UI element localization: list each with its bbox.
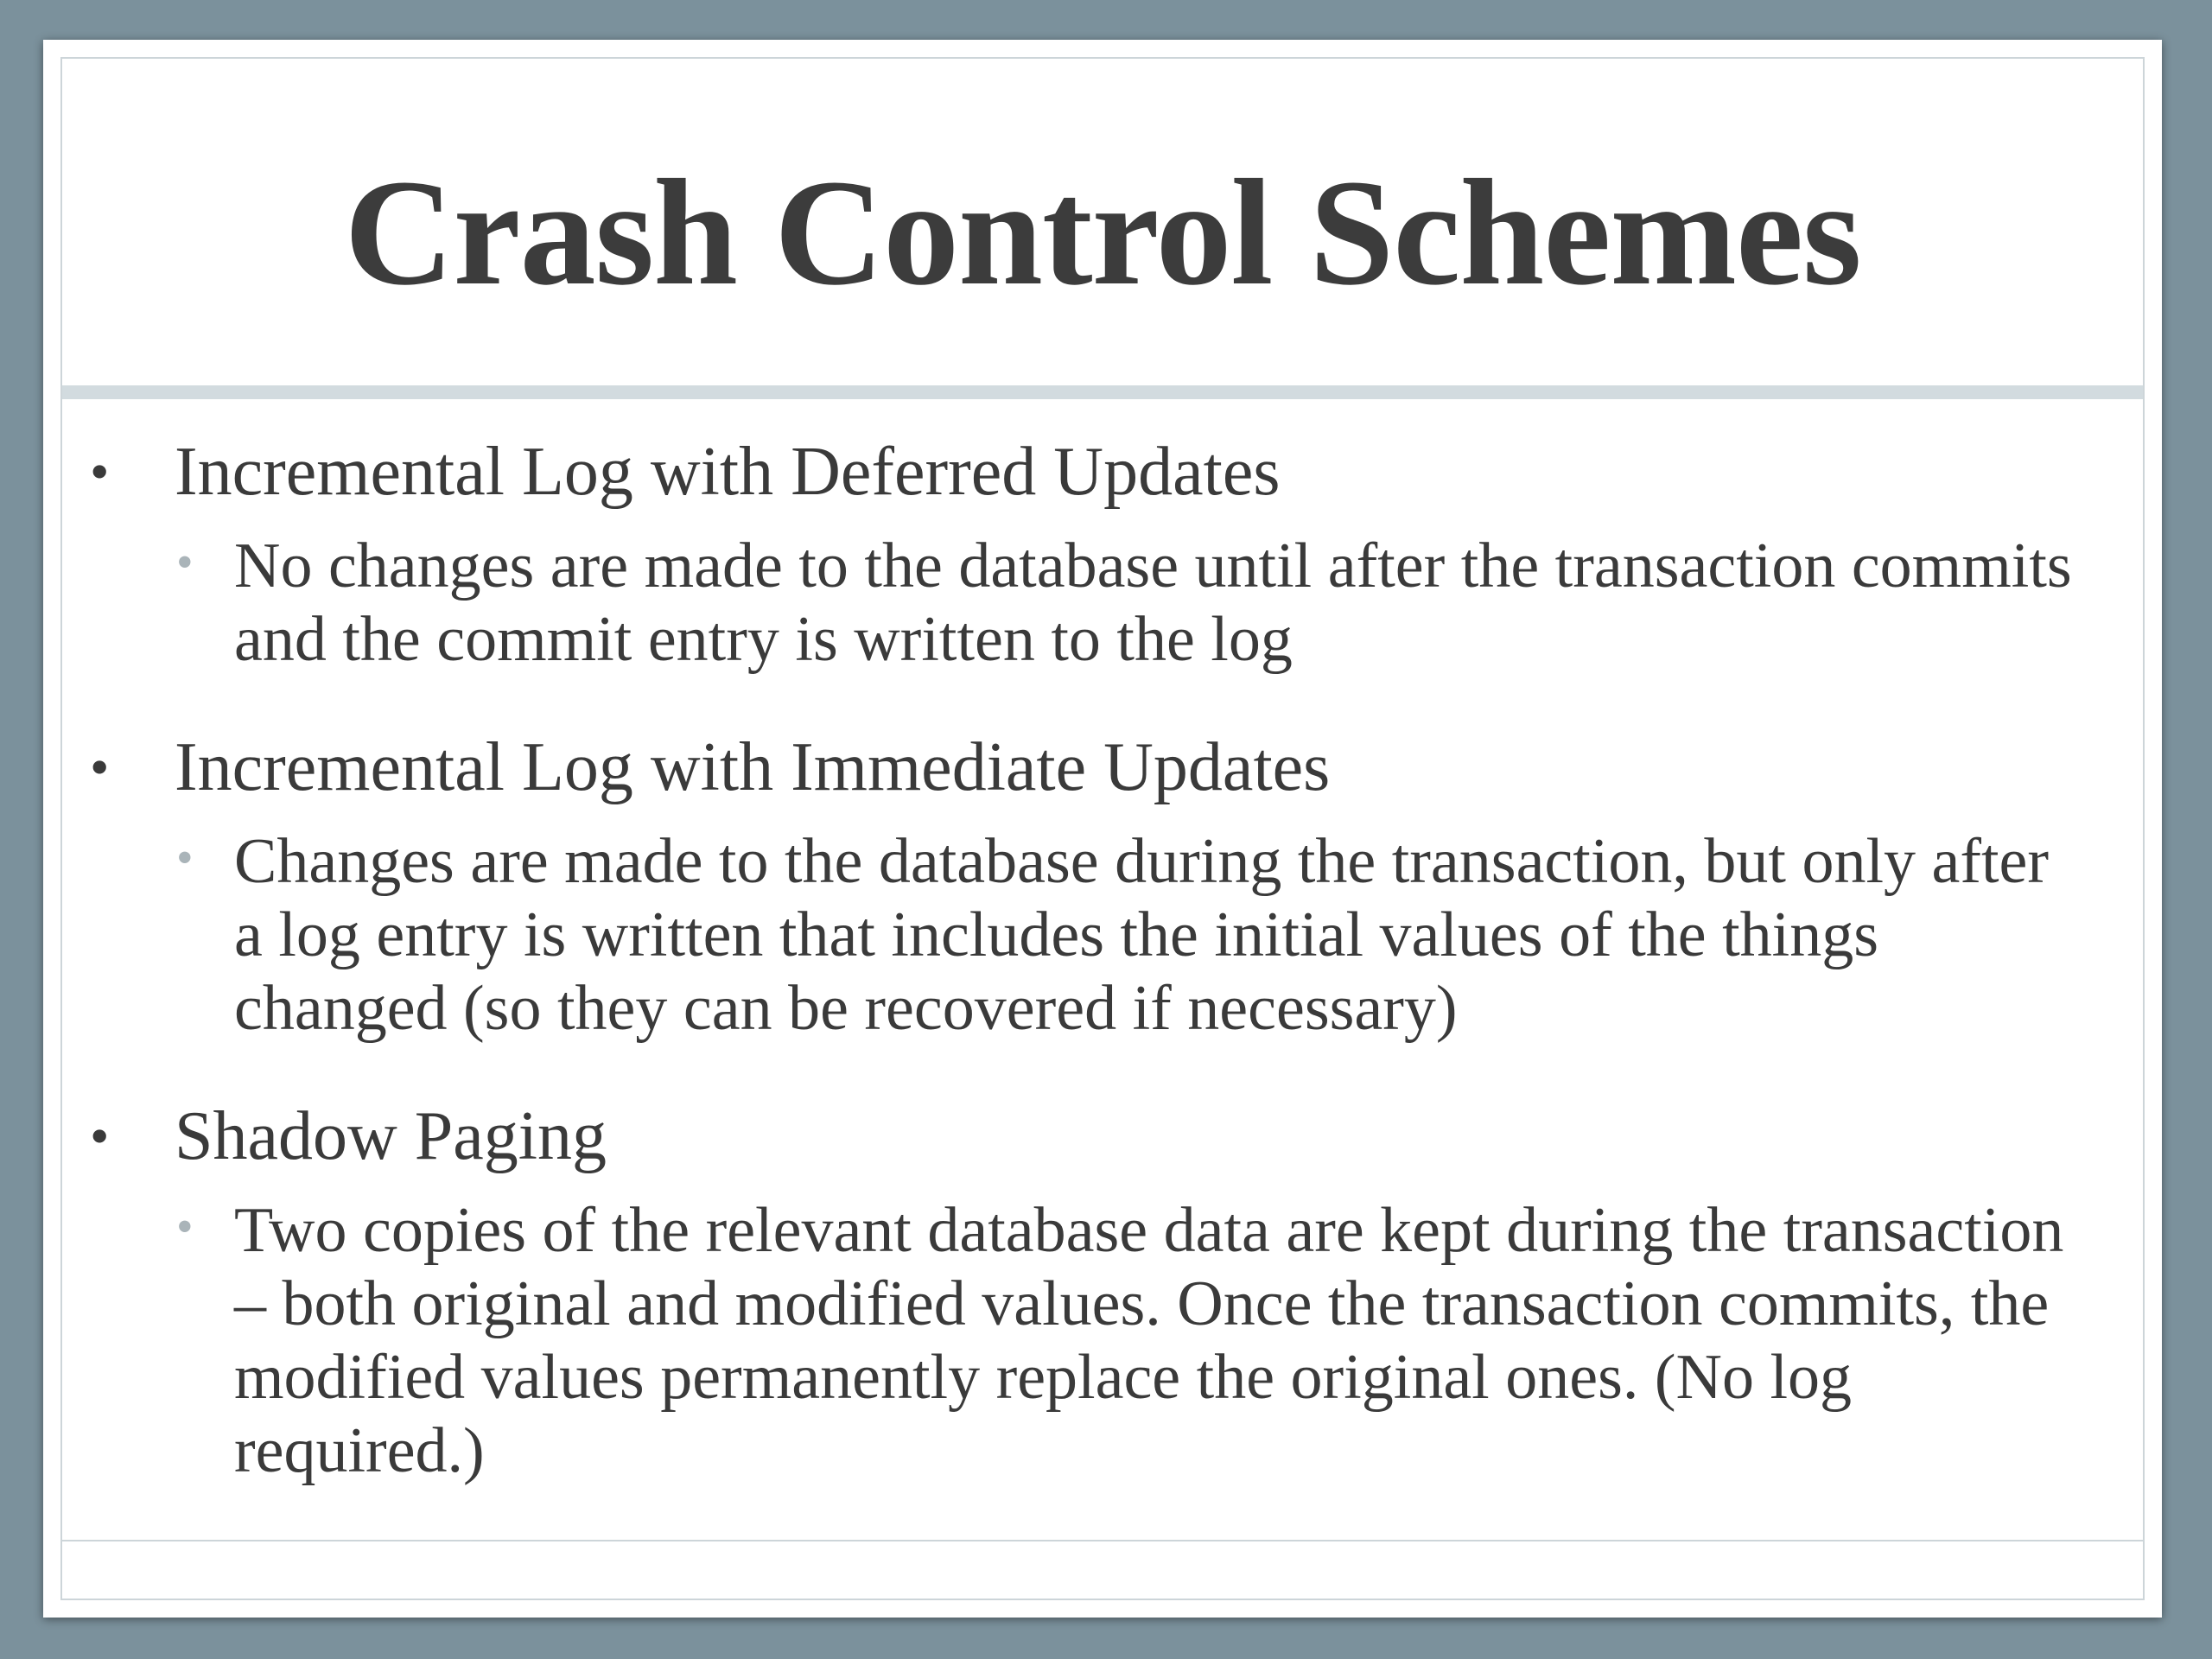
sub-bullet-text: Changes are made to the database during the transaction, but only after a log entry is written that includes the initial values of the things changed (so they can be recovered if necessary) xyxy=(234,826,2050,1044)
slide-content xyxy=(43,433,2162,1488)
sub-bullet-text: Two copies of the relevant database data are kept during the transaction – both original and modified values. Once the transaction commits, the modified values permanently replace the original ones. (No log required.) xyxy=(234,1195,2064,1486)
sub-bullet-item xyxy=(43,1194,2162,1488)
sub-bullet-marker: • xyxy=(176,536,194,589)
slide xyxy=(43,40,2162,1618)
bullet-text: Incremental Log with Immediate Updates xyxy=(175,729,1331,805)
bullet-text: Incremental Log with Deferred Updates xyxy=(175,434,1281,510)
title-area xyxy=(62,59,2143,422)
bullet-item xyxy=(43,1097,2162,1175)
sub-bullet-item xyxy=(43,530,2162,677)
sub-bullet-item xyxy=(43,825,2162,1046)
footer-divider xyxy=(62,1540,2143,1541)
bullet-item xyxy=(43,728,2162,806)
bullet-marker: • xyxy=(90,1105,110,1166)
sub-bullet-marker: • xyxy=(176,1200,194,1254)
sub-bullet-marker: • xyxy=(176,831,194,885)
title-divider xyxy=(62,385,2143,399)
sub-bullet-text: No changes are made to the database until after the transaction commits and the commit entry is written to the log xyxy=(234,531,2072,675)
bullet-marker: • xyxy=(90,441,110,502)
bullet-text: Shadow Paging xyxy=(175,1098,607,1174)
bullet-marker: • xyxy=(90,736,110,798)
slide-title: Crash Control Schemes xyxy=(344,149,1861,317)
bullet-item xyxy=(43,433,2162,511)
